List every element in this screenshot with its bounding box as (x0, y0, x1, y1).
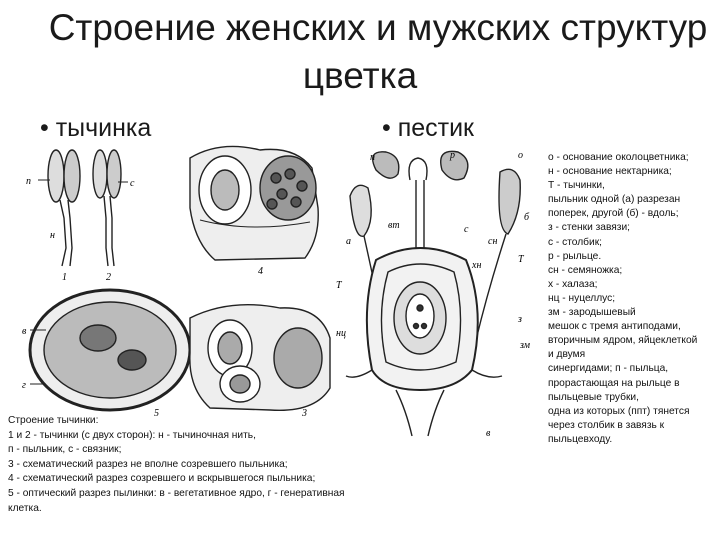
label-fig4: 4 (258, 266, 263, 277)
stamen-caption-line: 1 и 2 - тычинки (с двух сторон): н - тычиночная нить, (8, 429, 256, 441)
label-vt: вт (388, 220, 400, 231)
pistil-caption-line: Т - тычинки, (548, 180, 605, 192)
label-p1: п (370, 152, 375, 163)
stamen-caption-line: п - пыльник, с - связник; (8, 444, 122, 456)
pistil-illustration (336, 140, 542, 438)
pistil-caption-line: и двумя (548, 349, 586, 361)
label-v-pistil: в (486, 428, 491, 438)
pistil-caption (548, 151, 720, 447)
slide-title-line2: цветка (302, 55, 418, 96)
label-g: г (22, 380, 26, 391)
stamen-caption-line: клетка. (8, 502, 42, 514)
pistil-caption-line: одна из которых (ппт) тянется (548, 405, 690, 417)
pistil-caption-line: пыльцевые трубки, (548, 391, 639, 403)
label-fig2: 2 (106, 272, 111, 283)
label-c-style: с (464, 224, 469, 235)
pistil-caption-line: пыльник одной (а) разрезан (548, 194, 681, 206)
pollen-grain-drawing (30, 290, 190, 410)
label-zm: зм (520, 340, 531, 351)
label-fig5: 5 (154, 408, 159, 419)
label-v: в (22, 326, 27, 337)
bullet-pistil: • пестик (382, 114, 474, 142)
pistil-caption-line: сн - семяножка; (548, 264, 623, 276)
label-z: з (518, 314, 522, 325)
label-b: б (524, 212, 530, 223)
anther-section-immature-drawing (190, 305, 330, 411)
label-fig1: 1 (62, 272, 67, 283)
label-T-right: Т (518, 254, 524, 265)
pistil-caption-line: н - основание нектарника; (548, 166, 672, 178)
label-n: п (26, 176, 31, 187)
anther-section-open-drawing (190, 146, 318, 260)
stamen-front-drawing (38, 150, 80, 266)
label-fig3: 3 (302, 408, 307, 419)
label-r: р (450, 150, 455, 161)
pistil-caption-line: поперек, другой (б) - вдоль; (548, 208, 679, 220)
stamen-caption-line: 3 - схематический разрез не вполне созревшего пыльника; (8, 458, 288, 470)
pistil-caption-line: о - основание околоцветника; (548, 152, 689, 163)
pistil-caption-line: р - рыльце. (548, 250, 602, 262)
pistil-caption-line: зм - зародышевый (548, 307, 636, 319)
stamen-caption-line: 4 - схематический разрез созревшего и вскрывшегося пыльника; (8, 473, 316, 485)
label-xn: хн (472, 260, 482, 271)
pistil-caption-line: прорастающая на рыльце в (548, 377, 680, 389)
label-nts: нц (336, 328, 346, 339)
label-a: а (346, 236, 351, 247)
stamen-illustration (20, 138, 350, 420)
pistil-caption-line: нц - нуцеллус; (548, 292, 616, 304)
label-o: о (518, 150, 523, 161)
pistil-caption-line: через столбик в завязь к (548, 419, 665, 431)
pistil-caption-line: с - столбик; (548, 236, 602, 248)
stamen-caption-line: 5 - оптический разрез пылинки: в - вегетативное ядро, г - генеративная (8, 487, 345, 499)
pistil-caption-line: з - стенки завязи; (548, 222, 630, 234)
bullet-stamen: • тычинка (40, 114, 152, 142)
label-sn: сн (488, 236, 498, 247)
stamen-caption (8, 414, 383, 516)
label-T-left: Т (336, 280, 342, 291)
pistil-caption-line: мешок с тремя антиподами, (548, 321, 681, 333)
label-h: н (50, 230, 55, 241)
pistil-caption-line: х - халаза; (548, 278, 598, 290)
slide-title-line1: Строение женских и мужских структур (48, 7, 708, 48)
pistil-caption-line: вторичным ядром, яйцеклеткой (548, 335, 698, 347)
label-c: с (130, 178, 135, 189)
pistil-caption-line: пыльцевходу. (548, 433, 613, 445)
stamen-back-drawing (93, 150, 128, 266)
stamen-caption-line: Строение тычинки: (8, 415, 99, 426)
pistil-caption-line: синергидами; п - пыльца, (548, 363, 669, 375)
